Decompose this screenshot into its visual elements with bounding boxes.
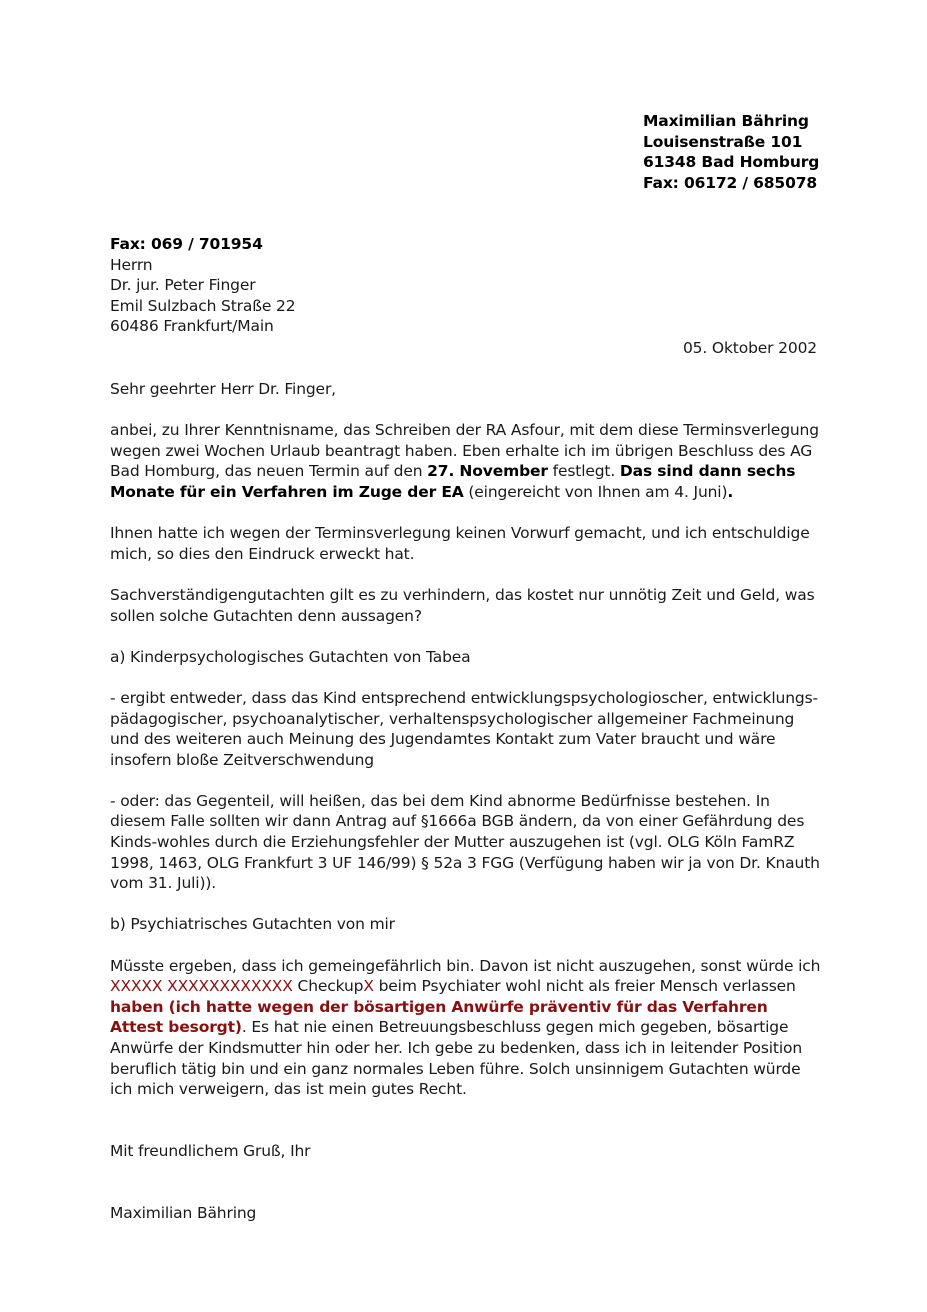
paragraph-1-bold-date: 27. November bbox=[427, 462, 548, 481]
closing: Mit freundlichem Gruß, Ihr bbox=[110, 1141, 311, 1160]
letter-body bbox=[110, 379, 825, 1244]
section-b-paragraph bbox=[110, 956, 825, 1100]
sender-city: 61348 Bad Homburg bbox=[643, 153, 820, 172]
letter-date: 05. Oktober 2002 bbox=[682, 339, 817, 357]
section-b-part-3: beim Psychiater wohl nicht als freier Mensch verlassen bbox=[373, 977, 796, 996]
paragraph-3: Sachverständigengutachten gilt es zu verhindern, das kostet nur unnötig Zeit und Geld, was sollen solche Gutachten denn aussagen? bbox=[110, 585, 815, 625]
signature: Maximilian Bähring bbox=[110, 1203, 257, 1222]
section-b-redacted-2: X bbox=[363, 977, 374, 996]
sender-name: Maximilian Bähring bbox=[643, 112, 809, 130]
section-a-heading: a) Kinderpsychologisches Gutachten von Tabea bbox=[110, 647, 471, 666]
recipient-name: Dr. jur. Peter Finger bbox=[110, 276, 256, 295]
paragraph-1-bold-sentence: Das sind dann sechs Monate für ein Verfahren im Zuge der EA bbox=[110, 462, 796, 501]
sender-address-block bbox=[643, 111, 819, 193]
sender-fax: Fax: 06172 / 685078 bbox=[643, 173, 817, 192]
paragraph-1-part-3: (eingereicht von Ihnen am 4. Juni) bbox=[463, 482, 728, 501]
section-b-part-4: . Es hat nie einen Betreuungsbeschluss gegen mich gegeben, bösartige Anwürfe der Kindsmutter hin oder her. Ich gebe zu bedenken, dass ich in leitender Position beruflich tätig bin und ein ganz normales Leben führe. Solch unsinnigem Gutachten würde ich mich verweigern, das ist mein gutes Recht. bbox=[110, 1018, 803, 1099]
recipient-city: 60486 Frankfurt/Main bbox=[110, 317, 274, 336]
paragraph-1-part-1: anbei, zu Ihrer Kenntnisname, das Schreiben der RA Asfour, mit dem diese Terminsverlegung wegen zwei Wochen Urlaub beantragt haben. Eben erhalte ich im übrigen Beschluss des AG Bad Homburg, das neuen Termin auf den bbox=[110, 421, 819, 481]
sender-street: Louisenstraße 101 bbox=[643, 132, 803, 151]
recipient-salutation-line: Herrn bbox=[110, 255, 153, 274]
recipient-fax: Fax: 069 / 701954 bbox=[110, 235, 263, 253]
section-a-point-1: - ergibt entweder, dass das Kind entsprechend entwicklungspsychologioscher, entwicklungs-pädagogischer, psychoanalytischer, verhaltenspsychologischer allgemeiner Fachmeinung und des weiteren auch Meinung des Jugendamtes Kontakt zum Vater braucht und wäre insofern bloße Zeitverschwendung bbox=[110, 688, 818, 769]
section-b-heading: b) Psychiatrisches Gutachten von mir bbox=[110, 915, 395, 934]
section-b-part-1: Müsste ergeben, dass ich gemeingefährlich bin. Davon ist nicht auszugehen, sonst würde ich bbox=[110, 956, 821, 975]
section-a-point-2: - oder: das Gegenteil, will heißen, das bei dem Kind abnorme Bedürfnisse bestehen. In diesem Falle sollten wir dann Antrag auf §1666a BGB ändern, da von einer Gefährdung des Kinds-wohles durch die Erziehungsfehler der Mutter auszugehen ist (vgl. OLG Köln FamRZ 1998, 1463, OLG Frankfurt 3 UF 146/99) § 52a 3 FGG (Verfügung haben wir ja von Dr. Knauth vom 31. Juli)). bbox=[110, 791, 820, 893]
paragraph-1 bbox=[110, 420, 825, 502]
recipient-street: Emil Sulzbach Straße 22 bbox=[110, 296, 296, 315]
paragraph-2: Ihnen hatte ich wegen der Terminsverlegung keinen Vorwurf gemacht, und ich entschuldige mich, so dies den Eindruck erweckt hat. bbox=[110, 524, 810, 563]
section-b-redacted-1: XXXXX XXXXXXXXXXXX bbox=[110, 977, 293, 996]
paragraph-1-part-4: . bbox=[727, 482, 734, 501]
recipient-address-block bbox=[110, 234, 295, 337]
section-b-red-bold: haben (ich hatte wegen der bösartigen Anwürfe präventiv für das Verfahren Attest besorgt) bbox=[110, 997, 768, 1037]
paragraph-1-part-2: festlegt. bbox=[547, 462, 620, 481]
section-b-part-2: Checkup bbox=[292, 977, 364, 996]
greeting: Sehr geehrter Herr Dr. Finger, bbox=[110, 380, 336, 398]
